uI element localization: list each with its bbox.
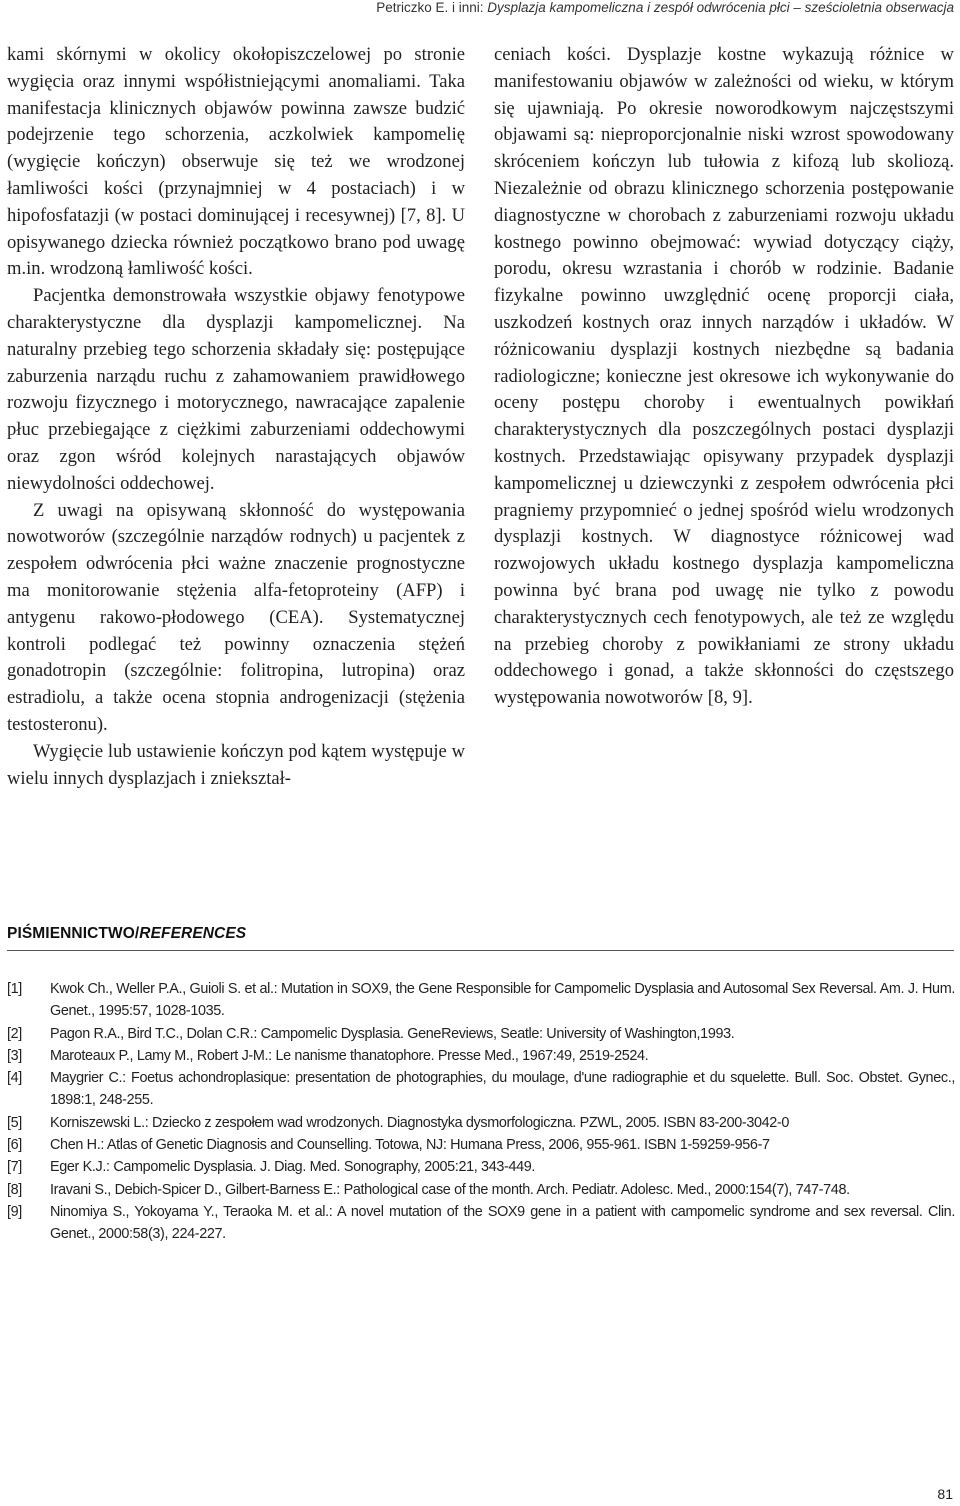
reference-number: [7] [7,1159,22,1176]
reference-number: [6] [7,1137,22,1154]
reference-number: [8] [7,1181,22,1198]
reference-item [7,1134,955,1156]
reference-number: [5] [7,1114,22,1131]
reference-text: Ninomiya S., Yokoyama Y., Teraoka M. et al.: A novel mutation of the SOX9 gene in a patient with campomelic syndrome and sex reversal. Clin. Genet., 2000:58(3), 224-227. [50,1203,955,1243]
page-number: 81 [937,1486,953,1502]
reference-number: [2] [7,1025,22,1042]
reference-text: Eger K.J.: Campomelic Dysplasia. J. Diag. Med. Sonography, 2005:21, 343-449. [50,1159,536,1176]
reference-item [7,1067,955,1112]
reference-number: [3] [7,1047,22,1064]
paragraph: kami skórnymi w okolicy okołopiszczelowej po stronie wygięcia oraz innymi współistniejącymi anomaliami. Taka manifestacja klinicznych objawów powinna zawsze budzić podejrzenie tego schorzenia, aczkolwiek kampomelię (wygięcie kończyn) obserwuje się też we wrodzonej łamliwości kości (przynajmniej w 4 postaciach) i w hipofosfatazji (w postaci dominującej i recesywnej) [7, 8]. U opisywanego dziecka również początkowo brano pod uwagę m.in. wrodzoną łamliwość kości. [7,44,465,280]
reference-item [7,1179,955,1201]
references-divider [7,950,954,951]
reference-item [7,1112,955,1134]
reference-item [7,1045,955,1067]
reference-number: [1] [7,981,22,997]
references-heading [7,925,246,943]
paragraph: Wygięcie lub ustawienie kończyn pod kątem występuje w wielu innych dysplazjach i zniekształ- [7,740,465,789]
left-text-column [7,42,465,792]
reference-item [7,1156,955,1178]
reference-item [7,1023,955,1045]
right-text-column [494,42,954,712]
header-authors: Petriczko E. i inni: [376,0,488,15]
reference-item [7,1201,955,1246]
reference-text: Chen H.: Atlas of Genetic Diagnosis and Counselling. Totowa, NJ: Humana Press, 2006, 955-961. ISBN 1-59259-956-7 [50,1137,770,1154]
running-header [0,0,954,16]
reference-text: Kwok Ch., Weller P.A., Guioli S. et al.: Mutation in SOX9, the Gene Responsible for Campomelic Dysplasia and Autosomal Sex Reversal. Am. J. Hum. Genet., 1995:57, 1028-1035. [50,981,955,1020]
reference-text: Maygrier C.: Foetus achondroplasique: presentation de photographies, du moulage, d'une radiographie et du squelette. Bull. Soc. Obstet. Gynec., 1898:1, 248-255. [50,1070,955,1109]
references-list [7,978,955,1246]
reference-number: [4] [7,1070,22,1087]
paragraph: Z uwagi na opisywaną skłonność do występowania nowotworów (szczególnie narządów rodnych) u pacjentek z zespołem odwrócenia płci ważne znaczenie prognostyczne ma monitorowanie stężenia alfa-fetoproteiny (AFP) i antygenu rakowo-płodowego (CEA). Systematycznej kontroli podlegać też powinny oznaczenia stężeń gonadotropin (szczególnie: folitropina, lutropina) oraz estradiolu, a także ocena stopnia androgenizacji (stężenia testosteronu). [7,499,465,735]
reference-text: Iravani S., Debich-Spicer D., Gilbert-Barness E.: Pathological case of the month. Arch. Pediatr. Adolesc. Med., 2000:154(7), 747-748. [50,1181,850,1198]
paragraph: Pacjentka demonstrowała wszystkie objawy fenotypowe charakterystyczne dla dysplazji kampomelicznej. Na naturalny przebieg tego schorzenia składały się: postępujące zaburzenia narządu ruchu z zahamowaniem prawidłowego rozwoju fizycznego i motorycznego, nawracające zapalenie płuc przebiegające z ciężkimi zaburzeniami oddechowymi oraz zgon wśród kolejnych narastających objawów niewydolności oddechowej. [7,285,465,494]
reference-text: Pagon R.A., Bird T.C., Dolan C.R.: Campomelic Dysplasia. GeneReviews, Seatle: University of Washington,1993. [50,1025,735,1042]
paragraph: ceniach kości. Dysplazje kostne wykazują różnice w manifestowaniu objawów w zależności od wieku, w którym się ujawniają. Po okresie noworodkowym najczęstszymi objawami są: nieproporcjonalnie niski wzrost spowodowany skróceniem kończyn lub tułowia z kifozą lub skoliozą. Niezależnie od obrazu klinicznego schorzenia postępowanie diagnostyczne w chorobach z zaburzeniami rozwoju układu kostnego powinno obejmować: wywiad dotyczący ciąży, porodu, okresu wzrastania i chorób w rodzinie. Badanie fizykalne powinno uwzględnić ocenę proporcji ciała, uszkodzeń kostnych oraz innych narządów i układów. W różnicowaniu dysplazji kostnych niezbędne są badania radiologiczne; konieczne jest okresowe ich wykonywanie do oceny postępu choroby i ewentualnych powikłań charakterystycznych dla poszczególnych postaci dysplazji kostnych. Przedstawiając opisywany przypadek dysplazji kampomelicznej u dziewczynki z zespołem odwrócenia płci pragniemy przypomnieć o jednej spośród wielu wrodzonych dysplazji kostnych. W diagnostyce różnicowej wad rozwojowych układu kostnego dysplazja kampomeliczna powinna być brana pod uwagę nie tylko z powodu charakterystycznych cech fenotypowych, ale też ze względu na przebieg choroby z powikłaniami ze strony układu oddechowego i gonad, a także skłonności do częstszego występowania nowotworów [8, 9]. [494,44,954,709]
references-heading-main: PIŚMIENNICTWO/ [7,925,140,942]
references-heading-italic: REFERENCES [139,925,247,942]
reference-text: Korniszewski L.: Dziecko z zespołem wad wrodzonych. Diagnostyka dysmorfologiczna. PZWL, 2005. ISBN 83-200-3042-0 [50,1114,790,1131]
reference-number: [9] [7,1203,22,1220]
header-title: Dysplazja kampomeliczna i zespół odwrócenia płci – sześcioletnia obserwacja [487,0,954,15]
reference-item [7,978,955,1023]
reference-text: Maroteaux P., Lamy M., Robert J-M.: Le nanisme thanatophore. Presse Med., 1967:49, 2519-2524. [50,1047,649,1064]
